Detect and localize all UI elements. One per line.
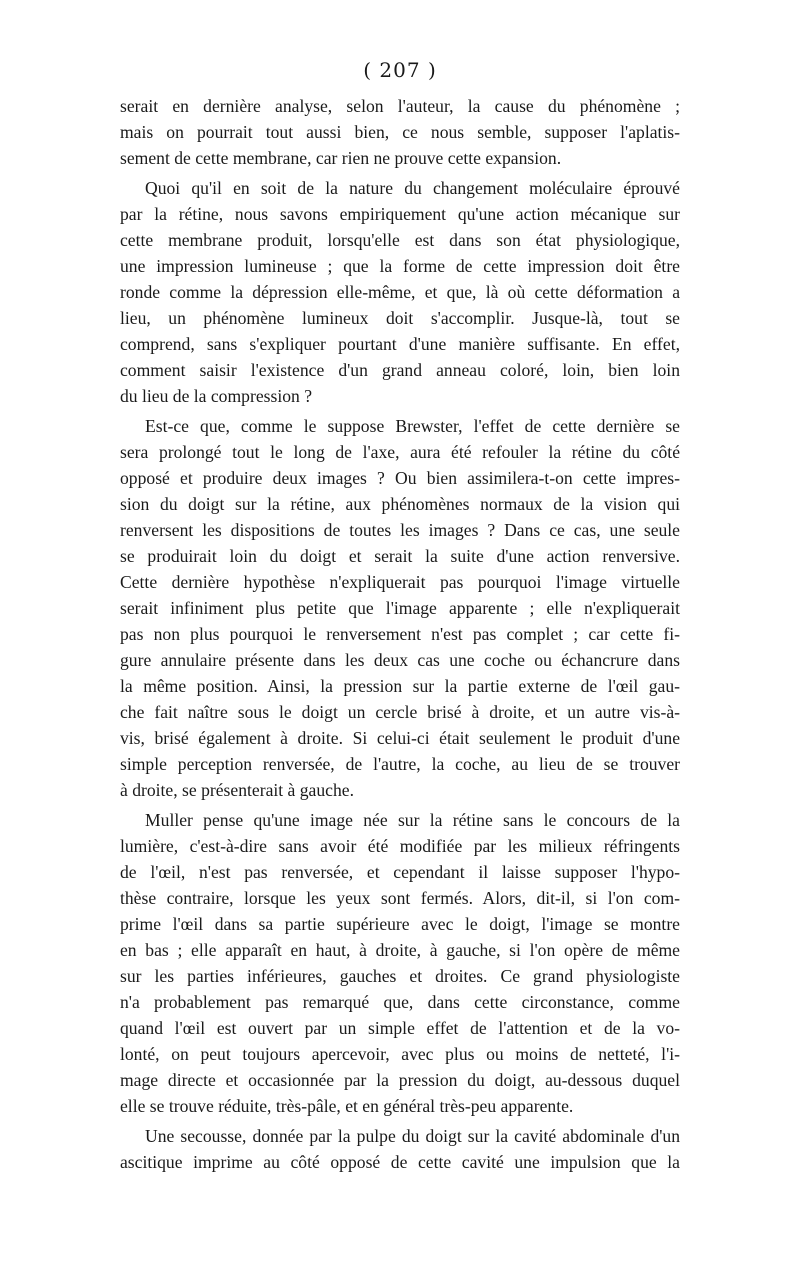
text-line: gure annulaire présente dans les deux cas une coche ou échancrure dans: [120, 650, 680, 670]
text-line: par la rétine, nous savons empiriquement qu'une action mécanique sur: [120, 204, 680, 224]
text-line: prime l'œil dans sa partie supérieure avec le doigt, l'image se montre: [120, 914, 680, 934]
text-line: quand l'œil est ouvert par un simple effet de l'attention et de la vo-: [120, 1018, 680, 1038]
paragraph: [120, 807, 680, 1119]
paragraph: [120, 1123, 680, 1175]
text-line: lumière, c'est-à-dire sans avoir été modifiée par les milieux réfringents: [120, 836, 680, 856]
text-line: Une secousse, donnée par la pulpe du doigt sur la cavité abdominale d'un: [145, 1126, 680, 1146]
text-line: pas non plus pourquoi le renversement n'est pas complet ; car cette fi-: [120, 624, 680, 644]
text-line: comprend, sans s'expliquer pourtant d'une manière suffisante. En effet,: [120, 334, 680, 354]
text-line: mais on pourrait tout aussi bien, ce nous semble, supposer l'aplatis-: [120, 122, 680, 142]
text-line: n'a probablement pas remarqué que, dans cette circonstance, comme: [120, 992, 680, 1012]
text-line: mage directe et occasionnée par la pression du doigt, au-dessous duquel: [120, 1070, 680, 1090]
paragraph: [120, 413, 680, 803]
text-line: cette membrane produit, lorsqu'elle est dans son état physiologique,: [120, 230, 680, 250]
text-line: une impression lumineuse ; que la forme de cette impression doit être: [120, 256, 680, 276]
text-line: lonté, on peut toujours apercevoir, avec plus ou moins de netteté, l'i-: [120, 1044, 680, 1064]
text-line: serait infiniment plus petite que l'image apparente ; elle n'expliquerait: [120, 598, 680, 618]
text-line: comment saisir l'existence d'un grand anneau coloré, loin, bien loin: [120, 360, 680, 380]
text-line: se produirait loin du doigt et serait la suite d'une action renversive.: [120, 546, 680, 566]
paragraph: [120, 93, 680, 171]
text-line: Quoi qu'il en soit de la nature du changement moléculaire éprouvé: [145, 178, 680, 198]
text-line: sement de cette membrane, car rien ne prouve cette expansion.: [120, 148, 562, 168]
text-line: simple perception renversée, de l'autre, la coche, au lieu de se trouver: [120, 754, 680, 774]
text-line: renversent les dispositions de toutes les images ? Dans ce cas, une seule: [120, 520, 680, 540]
text-line: la même position. Ainsi, la pression sur la partie externe de l'œil gau-: [120, 676, 680, 696]
text-line: serait en dernière analyse, selon l'auteur, la cause du phénomène ;: [120, 96, 680, 116]
paragraph: [120, 175, 680, 409]
text-line: Est-ce que, comme le suppose Brewster, l'effet de cette dernière se: [145, 416, 680, 436]
page-number: ( 207 ): [363, 58, 437, 82]
text-line: opposé et produire deux images ? Ou bien assimilera-t-on cette impres-: [120, 468, 680, 488]
text-line: elle se trouve réduite, très-pâle, et en général très-peu apparente.: [120, 1096, 574, 1116]
text-line: en bas ; elle apparaît en haut, à droite, à gauche, si l'on opère de même: [120, 940, 680, 960]
text-line: Cette dernière hypothèse n'expliquerait pas pourquoi l'image virtuelle: [120, 572, 680, 592]
text-line: à droite, se présenterait à gauche.: [120, 780, 354, 800]
text-line: vis, brisé également à droite. Si celui-ci était seulement le produit d'une: [120, 728, 680, 748]
text-line: ronde comme la dépression elle-même, et que, là où cette déformation a: [120, 282, 680, 302]
text-line: sion du doigt sur la rétine, aux phénomènes normaux de la vision qui: [120, 494, 680, 514]
body-text: [120, 93, 680, 1175]
text-line: lieu, un phénomène lumineux doit s'accomplir. Jusque-là, tout se: [120, 308, 680, 328]
text-line: sur les parties inférieures, gauches et droites. Ce grand physiologiste: [120, 966, 680, 986]
text-line: sera prolongé tout le long de l'axe, aura été refouler la rétine du côté: [120, 442, 680, 462]
text-line: de l'œil, n'est pas renversée, et cependant il laisse supposer l'hypo-: [120, 862, 680, 882]
text-line: ascitique imprime au côté opposé de cette cavité une impulsion que la: [120, 1152, 680, 1172]
text-line: che fait naître sous le doigt un cercle brisé à droite, et un autre vis-à-: [120, 702, 680, 722]
text-line: thèse contraire, lorsque les yeux sont fermés. Alors, dit-il, si l'on com-: [120, 888, 680, 908]
text-line: du lieu de la compression ?: [120, 386, 313, 406]
text-line: Muller pense qu'une image née sur la rétine sans le concours de la: [145, 810, 680, 830]
